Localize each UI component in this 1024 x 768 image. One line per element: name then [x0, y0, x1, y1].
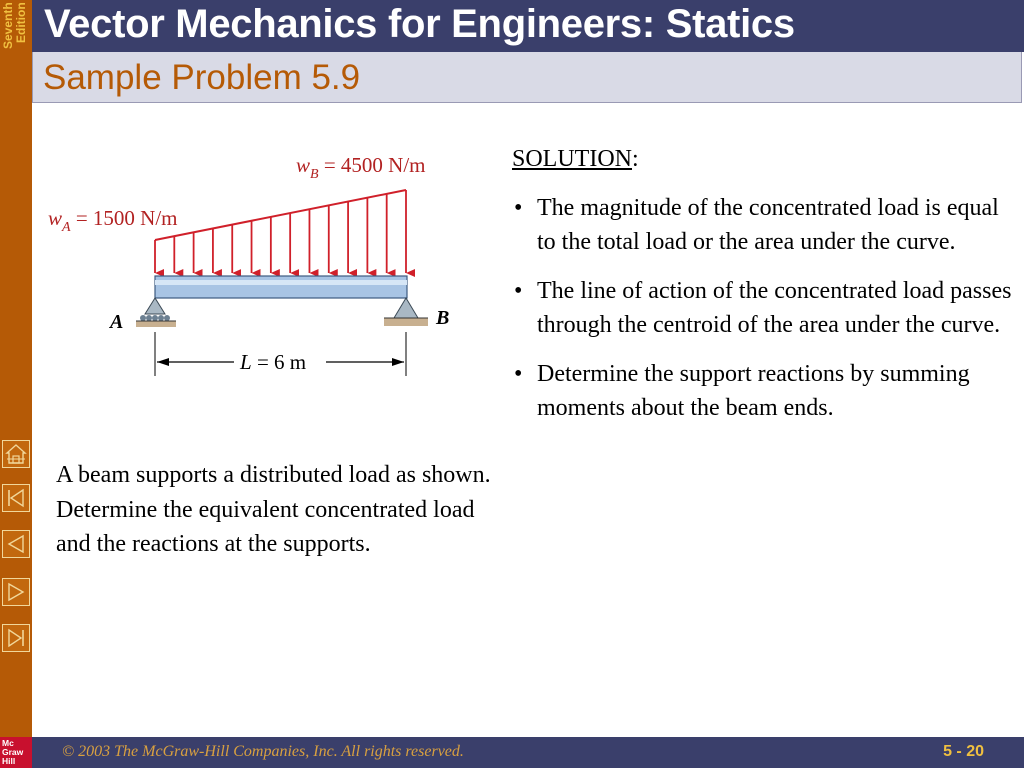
logo-line-2: Graw	[2, 747, 24, 757]
beam	[155, 276, 407, 298]
sidebar	[0, 0, 32, 768]
page-title: Vector Mechanics for Engineers: Statics	[44, 2, 795, 46]
label-b: B	[436, 307, 450, 329]
title-bar	[32, 0, 1024, 52]
subtitle-bar	[32, 52, 1022, 103]
length-label: L = 6 m	[240, 350, 307, 374]
mcgraw-hill-logo	[0, 737, 32, 768]
solution-bullet: • The magnitude of the concentrated load is equal to the total load or the area under the curve.	[512, 191, 1012, 260]
beam-highlight	[155, 280, 407, 285]
solution-bullets	[512, 191, 1012, 426]
last-slide-button[interactable]	[2, 624, 30, 652]
logo-line-3: Hill	[2, 756, 16, 766]
page-subtitle: Sample Problem 5.9	[43, 58, 361, 97]
previous-slide-icon	[5, 533, 27, 555]
solution-heading-colon: :	[632, 146, 639, 172]
first-slide-icon	[5, 487, 27, 509]
next-slide-button[interactable]	[2, 578, 30, 606]
solution-bullet: • The line of action of the concentrated load passes through the centroid of the area under the curve.	[512, 274, 1012, 343]
beam-diagram	[40, 140, 480, 390]
last-slide-icon	[5, 627, 27, 649]
previous-slide-button[interactable]	[2, 530, 30, 558]
wb-label: $w_B = 4500$ N/m	[296, 153, 426, 182]
first-slide-button[interactable]	[2, 484, 30, 512]
load-envelope-line	[155, 190, 406, 240]
home-icon	[5, 443, 27, 465]
page-number: 5 - 20	[943, 743, 984, 760]
solution-heading	[512, 142, 1012, 177]
home-button[interactable]	[2, 440, 30, 468]
support-a	[136, 298, 176, 327]
edition-line-2: Edition	[14, 2, 28, 43]
label-a: A	[110, 311, 124, 333]
logo-line-1: Mc	[2, 738, 14, 748]
solution-section	[512, 142, 1012, 440]
edition-line-1: Seventh	[1, 2, 15, 49]
edition-label	[2, 2, 30, 66]
solution-heading-text: SOLUTION	[512, 146, 632, 172]
problem-statement: A beam supports a distributed load as shown. Determine the equivalent concentrated load and the reactions at the supports.	[56, 462, 491, 557]
support-b	[384, 298, 428, 326]
wa-label: $w_A = 1500$ N/m	[48, 206, 178, 235]
solution-bullet: • Determine the support reactions by summing moments about the beam ends.	[512, 357, 1012, 426]
next-slide-icon	[5, 581, 27, 603]
footer	[32, 737, 1024, 768]
copyright-notice: © 2003 The McGraw-Hill Companies, Inc. All rights reserved.	[62, 743, 464, 760]
